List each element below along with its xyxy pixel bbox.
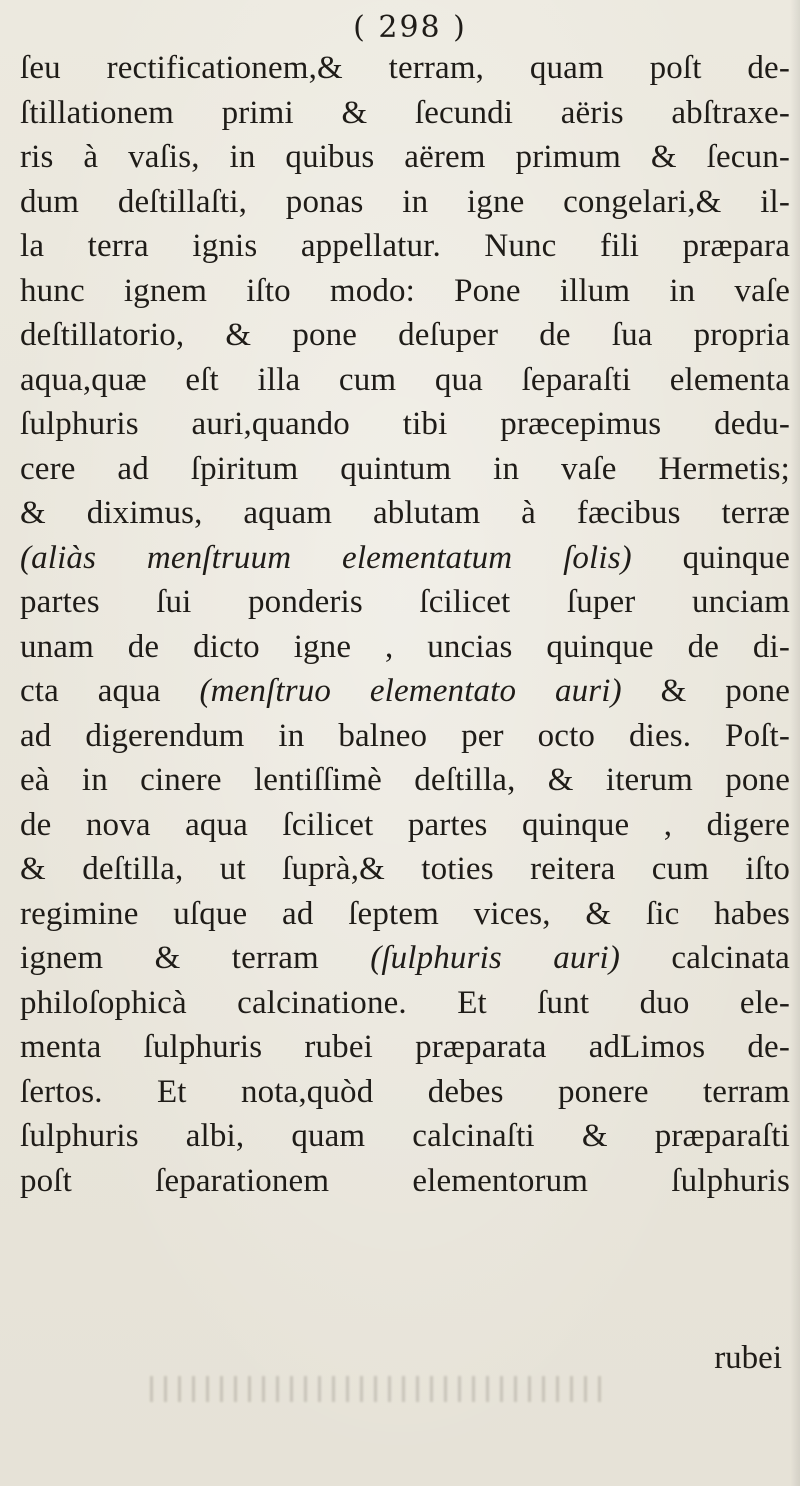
text-line bbox=[20, 669, 790, 714]
text-segment: & deſtilla, ut ſuprà,& toties reitera cum iſto bbox=[20, 851, 790, 887]
text-segment: unam de dicto igne , uncias quinque de di- bbox=[20, 628, 790, 665]
text-line bbox=[20, 580, 790, 625]
text-line bbox=[20, 803, 790, 848]
text-line bbox=[20, 1070, 790, 1115]
text-line bbox=[20, 269, 790, 314]
body-text bbox=[20, 46, 790, 1203]
italic-text-segment: (menſtruo elementato auri) bbox=[199, 673, 622, 709]
text-line bbox=[20, 981, 790, 1026]
text-line bbox=[20, 180, 790, 225]
text-line bbox=[20, 135, 790, 180]
text-line bbox=[20, 536, 790, 581]
text-line bbox=[20, 491, 790, 536]
text-line bbox=[20, 46, 790, 91]
text-line bbox=[20, 447, 790, 492]
text-segment: ris à vaſis, in quibus aërem primum & ſecun- bbox=[20, 139, 790, 175]
text-segment: ignem & terram bbox=[20, 940, 371, 976]
text-segment: partes ſui ponderis ſcilicet ſuper unciam bbox=[20, 584, 790, 620]
text-segment: dum deſtillaſti, ponas in igne congelari,& il- bbox=[20, 183, 790, 220]
italic-text-segment: (ſulphuris auri) bbox=[370, 940, 621, 976]
text-segment: ſtillationem primi & ſecundi aëris abſtraxe- bbox=[20, 94, 790, 131]
text-segment: eà in cinere lentiſſimè deſtilla, & iterum pone bbox=[20, 762, 790, 798]
text-segment: calcinata bbox=[620, 940, 790, 976]
text-line bbox=[20, 224, 790, 269]
text-segment: ſulphuris albi, quam calcinaſti & præparaſti bbox=[20, 1118, 790, 1154]
text-line bbox=[20, 358, 790, 403]
text-line bbox=[20, 892, 790, 937]
text-segment: cere ad ſpiritum quintum in vaſe Hermetis; bbox=[20, 450, 790, 487]
text-segment: ſertos. Et nota,quòd debes ponere terram bbox=[20, 1073, 790, 1110]
text-line bbox=[20, 936, 790, 981]
show-through-ink bbox=[150, 1376, 610, 1402]
text-segment: ſeu rectificationem,& terram, quam poſt de- bbox=[20, 50, 790, 86]
text-segment: de nova aqua ſcilicet partes quinque , digere bbox=[20, 806, 790, 843]
text-segment: aqua,quæ eſt illa cum qua ſeparaſti elementa bbox=[20, 361, 790, 398]
italic-text-segment: (aliàs menſtruum elementatum ſolis) bbox=[20, 539, 632, 576]
text-line bbox=[20, 313, 790, 358]
text-line bbox=[20, 402, 790, 447]
text-segment: deſtillatorio, & pone deſuper de ſua propria bbox=[20, 317, 790, 353]
text-segment: & pone bbox=[621, 673, 791, 709]
page-number: ( 298 ) bbox=[353, 10, 467, 45]
text-line bbox=[20, 625, 790, 670]
text-line bbox=[20, 1025, 790, 1070]
text-segment: & diximus, aquam ablutam à fæcibus terræ bbox=[20, 495, 790, 531]
text-line bbox=[20, 1159, 790, 1204]
page-edge-shadow bbox=[790, 0, 800, 1486]
text-line bbox=[20, 758, 790, 803]
text-segment: hunc ignem iſto modo: Pone illum in vaſe bbox=[20, 272, 790, 309]
text-segment: ad digerendum in balneo per octo dies. Poſt- bbox=[20, 717, 790, 754]
text-line bbox=[20, 847, 790, 892]
text-segment: regimine uſque ad ſeptem vices, & ſic habes bbox=[20, 895, 790, 932]
text-segment: menta ſulphuris rubei præparata adLimos de- bbox=[20, 1029, 790, 1065]
catchword: rubei bbox=[714, 1340, 782, 1376]
text-segment: cta aqua bbox=[20, 673, 200, 709]
text-segment: la terra ignis appellatur. Nunc fili præpara bbox=[20, 228, 790, 264]
text-line bbox=[20, 1114, 790, 1159]
text-line bbox=[20, 91, 790, 136]
text-segment: poſt ſeparationem elementorum ſulphuris bbox=[20, 1162, 790, 1199]
text-line bbox=[20, 714, 790, 759]
text-segment: ſulphuris auri,quando tibi præcepimus dedu- bbox=[20, 406, 790, 442]
text-segment: quinque bbox=[631, 539, 790, 576]
text-segment: philoſophicà calcinatione. Et ſunt duo ele- bbox=[20, 984, 790, 1021]
